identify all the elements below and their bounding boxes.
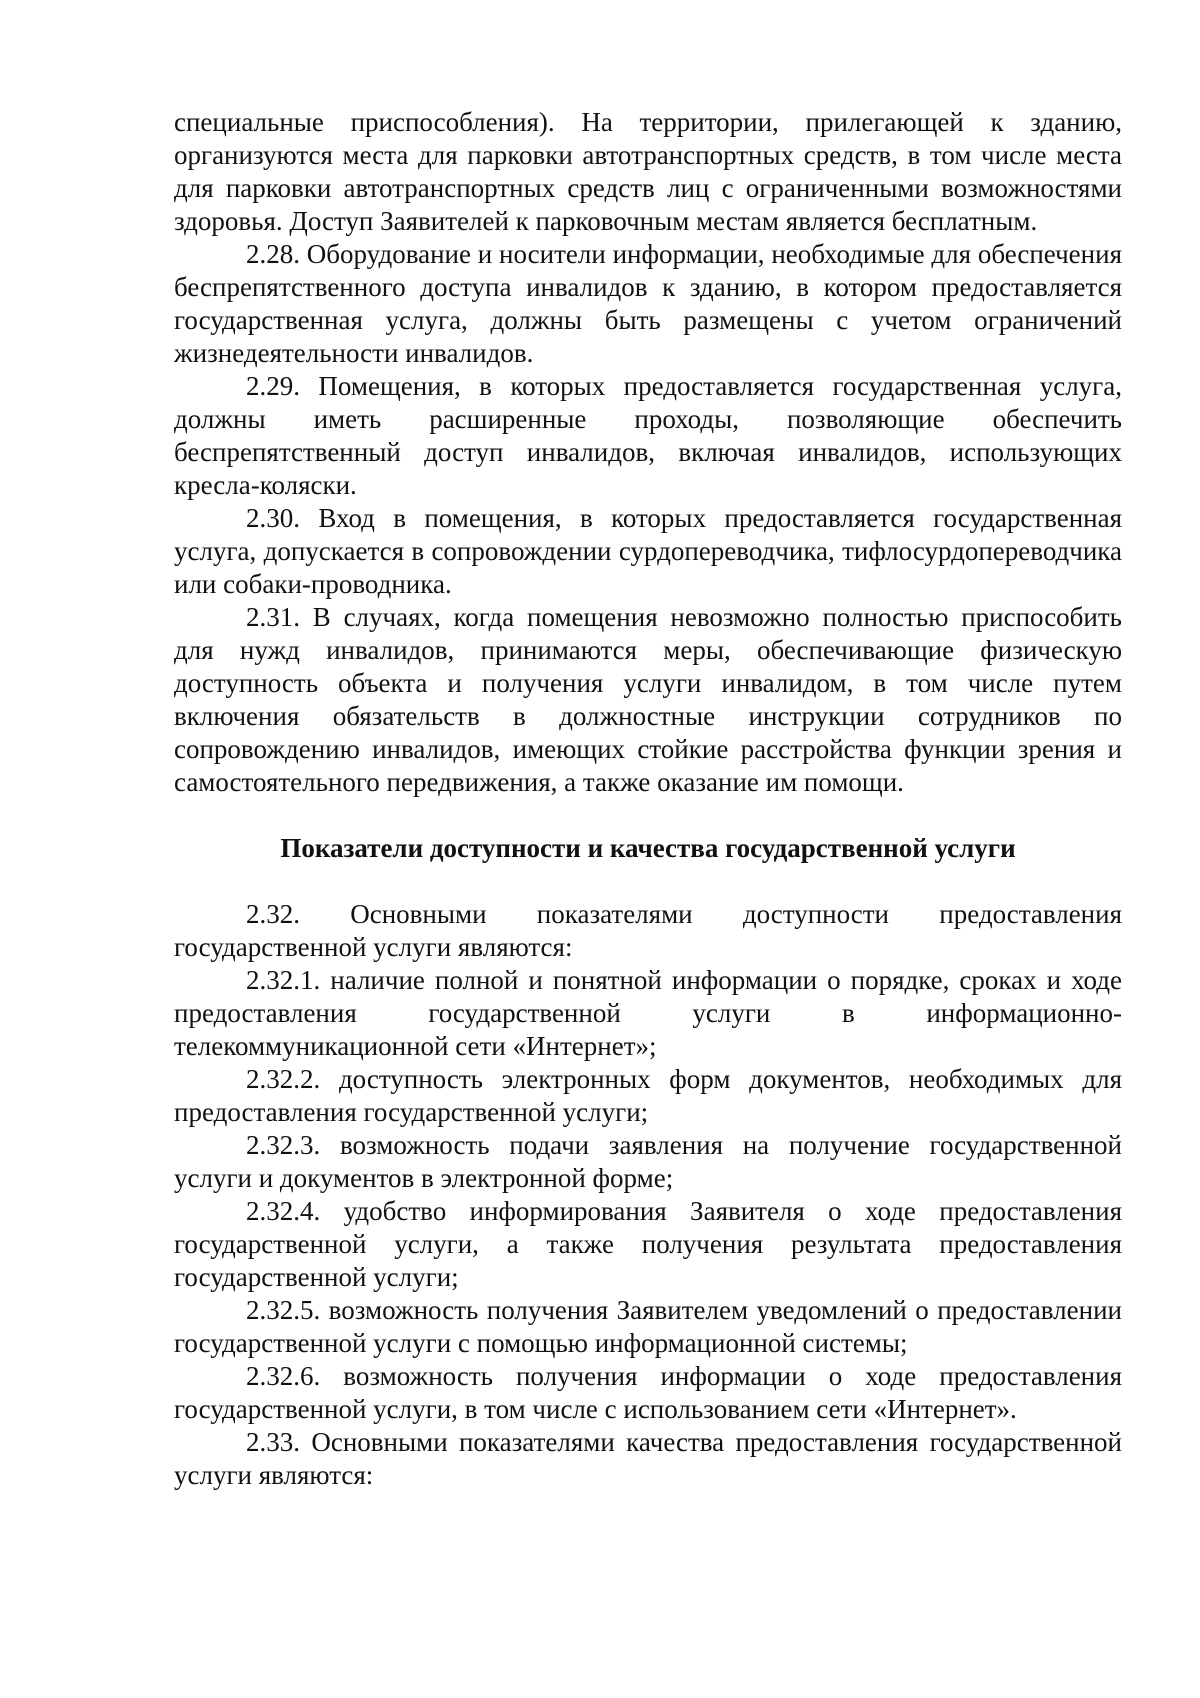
paragraph-2-31: 2.31. В случаях, когда помещения невозможно полностью приспособить для нужд инвалидов, принимаются меры, обеспечивающие физическую доступность объекта и получения услуги инвалидом, в том числе путем включения обязательств в должностные инструкции сотрудников по сопровождению инвалидов, имеющих стойкие расстройства функции зрения и самостоятельного передвижения, а также оказание им помощи. <box>174 602 1122 797</box>
document-page <box>174 106 1122 1492</box>
paragraph-2-32-3: 2.32.3. возможность подачи заявления на получение государственной услуги и документов в электронной форме; <box>174 1130 1122 1193</box>
paragraph-2-33: 2.33. Основными показателями качества предоставления государственной услуги являются: <box>174 1427 1122 1490</box>
paragraph-2-32-1: 2.32.1. наличие полной и понятной информации о порядке, сроках и ходе предоставления государственной услуги в информационно-телекоммуникационной сети «Интернет»; <box>174 965 1122 1061</box>
paragraph-continuation: специальные приспособления). На территории, прилегающей к зданию, организуются места для парковки автотранспортных средств, в том числе места для парковки автотранспортных средств лиц с ограниченными возможностями здоровья. Доступ Заявителей к парковочным местам является бесплатным. <box>174 107 1122 236</box>
section-heading: Показатели доступности и качества государственной услуги <box>280 833 1016 863</box>
paragraph-2-28: 2.28. Оборудование и носители информации, необходимые для обеспечения беспрепятственного доступа инвалидов к зданию, в котором предоставляется государственная услуга, должны быть размещены с учетом ограничений жизнедеятельности инвалидов. <box>174 239 1122 368</box>
paragraph-2-32-6: 2.32.6. возможность получения информации о ходе предоставления государственной услуги, в том числе с использованием сети «Интернет». <box>174 1361 1122 1424</box>
paragraph-2-30: 2.30. Вход в помещения, в которых предоставляется государственная услуга, допускается в сопровождении сурдопереводчика, тифлосурдопереводчика или собаки-проводника. <box>174 503 1122 599</box>
paragraph-2-32-2: 2.32.2. доступность электронных форм документов, необходимых для предоставления государственной услуги; <box>174 1064 1122 1127</box>
paragraph-2-32-4: 2.32.4. удобство информирования Заявителя о ходе предоставления государственной услуги, а также получения результата предоставления государственной услуги; <box>174 1196 1122 1292</box>
paragraph-2-29: 2.29. Помещения, в которых предоставляется государственная услуга, должны иметь расширенные проходы, позволяющие обеспечить беспрепятственный доступ инвалидов, включая инвалидов, использующих кресла-коляски. <box>174 371 1122 500</box>
paragraph-2-32-5: 2.32.5. возможность получения Заявителем уведомлений о предоставлении государственной услуги с помощью информационной системы; <box>174 1295 1122 1358</box>
paragraph-2-32: 2.32. Основными показателями доступности предоставления государственной услуги являются: <box>174 899 1122 962</box>
